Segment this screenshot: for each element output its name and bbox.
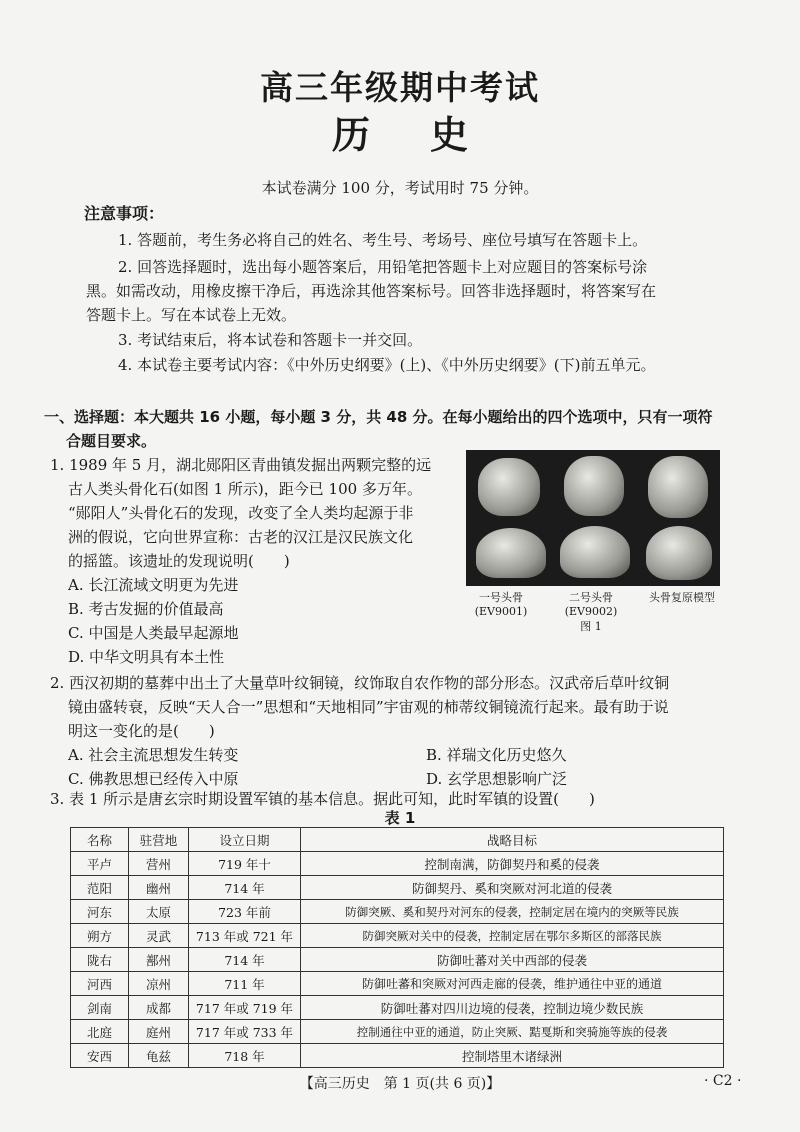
cell-name: 陇右 (71, 948, 129, 972)
page-footer: 【高三历史 第 1 页(共 6 页)】 (299, 1076, 501, 1092)
skull-model-front-image (648, 456, 708, 518)
garrison-table (70, 827, 724, 1068)
q1-stem-line-3: “郧阳人”头骨化石的发现，改变了全人类均起源于非 (68, 504, 414, 522)
page-code: · C2 · (704, 1073, 742, 1089)
table-header-row (71, 828, 724, 852)
cell-location: 龟兹 (129, 1044, 189, 1068)
cell-location: 成都 (129, 996, 189, 1020)
exam-title: 高三年级期中考试 (260, 68, 540, 107)
cell-location: 幽州 (129, 876, 189, 900)
q1-stem-line-5: 的摇篮。该遗址的发现说明( ) (68, 552, 290, 570)
q2-option-b: B. 祥瑞文化历史悠久 (426, 746, 567, 764)
cell-goal: 防御吐蕃和突厥对河西走廊的侵袭，维护通往中亚的通道 (301, 972, 724, 996)
notes-heading: 注意事项： (84, 204, 165, 223)
cell-name: 平卢 (71, 852, 129, 876)
cell-goal: 防御契丹、奚和突厥对河北道的侵袭 (301, 876, 724, 900)
cell-location: 灵武 (129, 924, 189, 948)
q2-stem-line-1: 2. 西汉初期的墓葬中出土了大量草叶纹铜镜，纹饰取自农作物的部分形态。汉武帝后草叶纹铜 (50, 674, 670, 692)
figure-caption-3: 头骨复原模型 (649, 591, 715, 604)
q3-stem: 3. 表 1 所示是唐玄宗时期设置军镇的基本信息。据此可知，此时军镇的设置( ) (50, 790, 595, 808)
table-row (71, 852, 724, 876)
note-2-line-3: 答题卡上。写在本试卷上无效。 (86, 306, 297, 324)
cell-location: 营州 (129, 852, 189, 876)
cell-goal: 控制通往中亚的通道，防止突厥、黠戛斯和突骑施等族的侵袭 (301, 1020, 724, 1044)
cell-goal: 防御吐蕃对四川边境的侵袭，控制边境少数民族 (301, 996, 724, 1020)
skull-photo (466, 450, 720, 586)
section-heading-line-1: 一、选择题：本大题共 16 小题，每小题 3 分，共 48 分。在每小题给出的四个选项中，只有一项符 (44, 408, 713, 426)
note-1: 1. 答题前，考生务必将自己的姓名、考生号、考场号、座位号填写在答题卡上。 (118, 231, 648, 249)
q1-stem-line-1: 1. 1989 年 5 月，湖北郧阳区青曲镇发掘出两颗完整的远 (50, 456, 432, 474)
note-2-line-2: 黑。如需改动，用橡皮擦干净后，再选涂其他答案标号。回答非选择题时，将答案写在 (86, 282, 657, 300)
cell-goal: 防御突厥对关中的侵袭，控制定居在鄂尔多斯区的部落民族 (301, 924, 724, 948)
cell-location: 鄯州 (129, 948, 189, 972)
skull-model-side-image (646, 526, 712, 580)
skull-1-side-image (476, 528, 546, 578)
header-name: 名称 (71, 828, 129, 852)
cell-name: 安西 (71, 1044, 129, 1068)
table-row (71, 1020, 724, 1044)
table-title: 表 1 (384, 809, 416, 827)
q1-option-d: D. 中华文明具有本土性 (68, 648, 225, 666)
header-date: 设立日期 (189, 828, 301, 852)
section-heading-line-2: 合题目要求。 (66, 432, 157, 450)
cell-date: 714 年 (189, 876, 301, 900)
skull-1-top-image (478, 458, 540, 516)
q1-option-a: A. 长江流域文明更为先进 (68, 576, 239, 594)
cell-name: 河西 (71, 972, 129, 996)
table-row (71, 1044, 724, 1068)
cell-date: 713 年或 721 年 (189, 924, 301, 948)
figure-caption-2: 二号头骨 (569, 591, 613, 604)
skull-2-top-image (564, 456, 624, 516)
table-row (71, 876, 724, 900)
table-row (71, 948, 724, 972)
cell-date: 718 年 (189, 1044, 301, 1068)
figure-caption-2-code: (EV9002) (564, 605, 618, 618)
cell-location: 庭州 (129, 1020, 189, 1044)
q2-stem-line-3: 明这一变化的是( ) (68, 722, 215, 740)
cell-location: 凉州 (129, 972, 189, 996)
table-row (71, 900, 724, 924)
q2-option-c: C. 佛教思想已经传入中原 (68, 770, 239, 788)
cell-goal: 控制塔里木诸绿洲 (301, 1044, 724, 1068)
q1-stem-line-4: 洲的假说，它向世界宣称：古老的汉江是汉民族文化 (68, 528, 414, 546)
note-3: 3. 考试结束后，将本试卷和答题卡一并交回。 (118, 331, 423, 349)
table-row (71, 996, 724, 1020)
q2-option-a: A. 社会主流思想发生转变 (68, 746, 239, 764)
cell-name: 剑南 (71, 996, 129, 1020)
cell-date: 717 年或 719 年 (189, 996, 301, 1020)
cell-date: 717 年或 733 年 (189, 1020, 301, 1044)
subject-title: 历史 (331, 113, 528, 157)
skull-2-side-image (560, 526, 630, 578)
q1-option-b: B. 考古发掘的价值最高 (68, 600, 224, 618)
q2-option-d: D. 玄学思想影响广泛 (426, 770, 568, 788)
cell-name: 北庭 (71, 1020, 129, 1044)
figure-caption-1-code: (EV9001) (474, 605, 528, 618)
cell-location: 太原 (129, 900, 189, 924)
cell-goal: 防御突厥、奚和契丹对河东的侵袭，控制定居在境内的突厥等民族 (301, 900, 724, 924)
figure-label: 图 1 (580, 620, 602, 633)
cell-goal: 防御吐蕃对关中西部的侵袭 (301, 948, 724, 972)
exam-info: 本试卷满分 100 分，考试用时 75 分钟。 (261, 179, 539, 197)
table-row (71, 972, 724, 996)
note-4: 4. 本试卷主要考试内容：《中外历史纲要》(上)、《中外历史纲要》(下)前五单元。 (118, 356, 656, 374)
note-2-line-1: 2. 回答选择题时，选出每小题答案后，用铅笔把答题卡上对应题目的答案标号涂 (118, 258, 648, 276)
cell-date: 711 年 (189, 972, 301, 996)
table-row (71, 924, 724, 948)
cell-date: 714 年 (189, 948, 301, 972)
cell-goal: 控制南满，防御契丹和奚的侵袭 (301, 852, 724, 876)
q1-option-c: C. 中国是人类最早起源地 (68, 624, 239, 642)
figure-caption-1: 一号头骨 (479, 591, 523, 604)
cell-name: 朔方 (71, 924, 129, 948)
cell-name: 河东 (71, 900, 129, 924)
q2-stem-line-2: 镜由盛转衰，反映“天人合一”思想和“天地相同”宇宙观的柿蒂纹铜镜流行起来。最有助于说 (68, 698, 669, 716)
cell-name: 范阳 (71, 876, 129, 900)
header-location: 驻营地 (129, 828, 189, 852)
cell-date: 719 年十 (189, 852, 301, 876)
cell-date: 723 年前 (189, 900, 301, 924)
q1-stem-line-2: 古人类头骨化石(如图 1 所示)，距今已 100 多万年。 (68, 480, 422, 498)
header-goal: 战略目标 (301, 828, 724, 852)
